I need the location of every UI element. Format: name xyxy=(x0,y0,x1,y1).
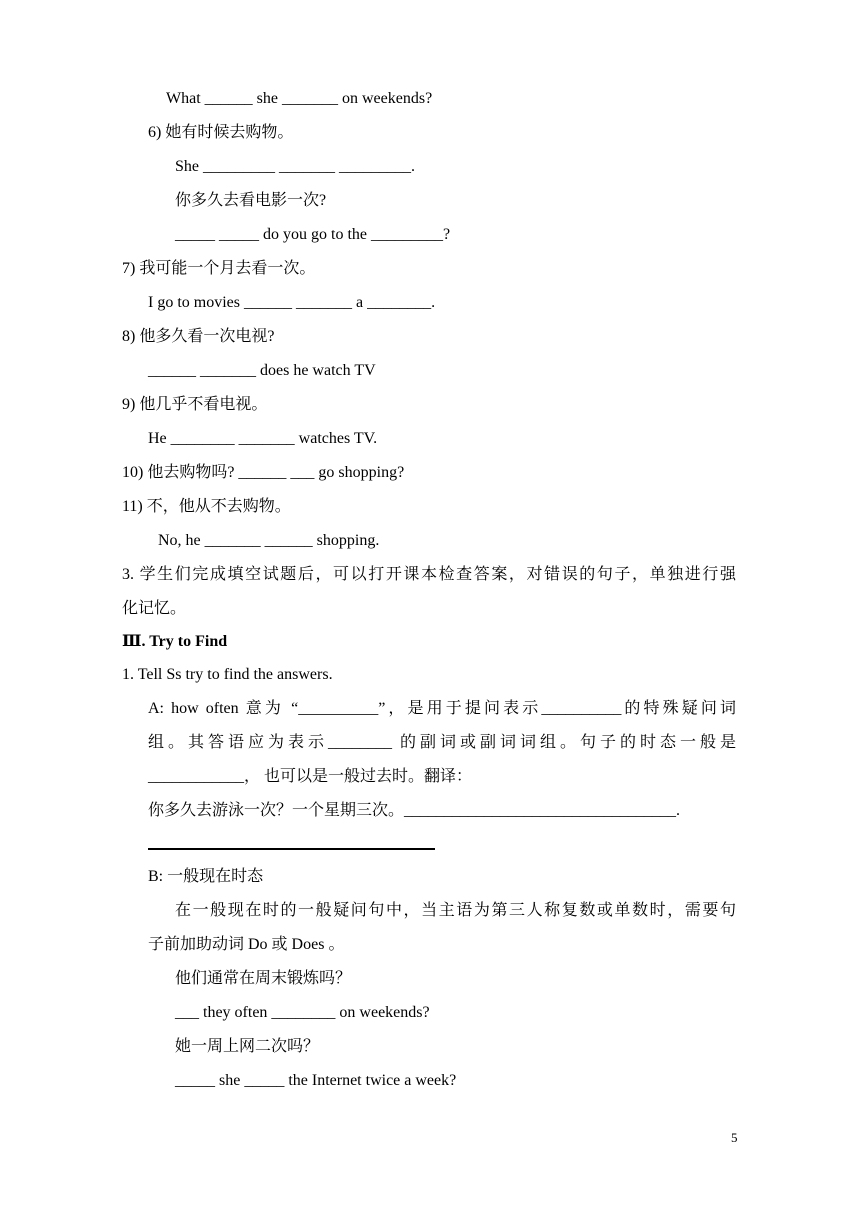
answer-rule xyxy=(148,848,435,850)
text-line: 6) 她有时候去购物。 xyxy=(148,124,294,141)
text-line: ____________， 也可以是一般过去时。翻译： xyxy=(148,768,473,785)
text-line: 3. 学生们完成填空试题后，可以打开课本检查答案，对错误的句子，单独进行强 xyxy=(122,566,736,583)
text-line: 7) 我可能一个月去看一次。 xyxy=(122,260,316,277)
text-line: 1. Tell Ss try to find the answers. xyxy=(122,666,333,683)
text-line: No, he _______ ______ shopping. xyxy=(158,532,380,549)
text-line: _____ _____ do you go to the _________? xyxy=(175,226,451,243)
text-line: 10) 他去购物吗? ______ ___ go shopping? xyxy=(122,464,405,481)
text-line: _____ she _____ the Internet twice a week? xyxy=(175,1072,457,1089)
text-line: 11) 不，他从不去购物。 xyxy=(122,498,291,515)
text-line: 子前加助动词 Do 或 Does 。 xyxy=(148,936,345,953)
text-line: 化记忆。 xyxy=(122,600,187,617)
text-line: 你多久去看电影一次? xyxy=(175,192,327,209)
text-line: 他们通常在周末锻炼吗？ xyxy=(175,970,352,987)
text-line: I go to movies ______ _______ a ________. xyxy=(148,294,436,311)
text-line: 在一般现在时的一般疑问句中，当主语为第三人称复数或单数时，需要句 xyxy=(175,902,736,919)
text-line: ___ they often ________ on weekends? xyxy=(175,1004,430,1021)
text-line: A: how often 意为 “__________”，是用于提问表示__________的特殊疑问词 xyxy=(148,700,736,717)
text-line: What ______ she _______ on weekends? xyxy=(166,90,433,107)
page-number: 5 xyxy=(731,1130,738,1145)
section-heading: Ⅲ. Try to Find xyxy=(122,633,228,650)
text-line: B: 一般现在时态 xyxy=(148,868,264,885)
text-line: 她一周上网二次吗？ xyxy=(175,1038,320,1055)
text-line: 8) 他多久看一次电视? xyxy=(122,328,275,345)
text-line: He ________ _______ watches TV. xyxy=(148,430,378,447)
text-line: 你多久去游泳一次？一个星期三次。__________________________________. xyxy=(148,802,681,819)
text-line: 组。其答语应为表示________ 的副词或副词词组。句子的时态一般是 xyxy=(148,734,736,751)
text-line: 9) 他几乎不看电视。 xyxy=(122,396,268,413)
text-line: She _________ _______ _________. xyxy=(175,158,415,175)
text-line: ______ _______ does he watch TV xyxy=(148,362,376,379)
